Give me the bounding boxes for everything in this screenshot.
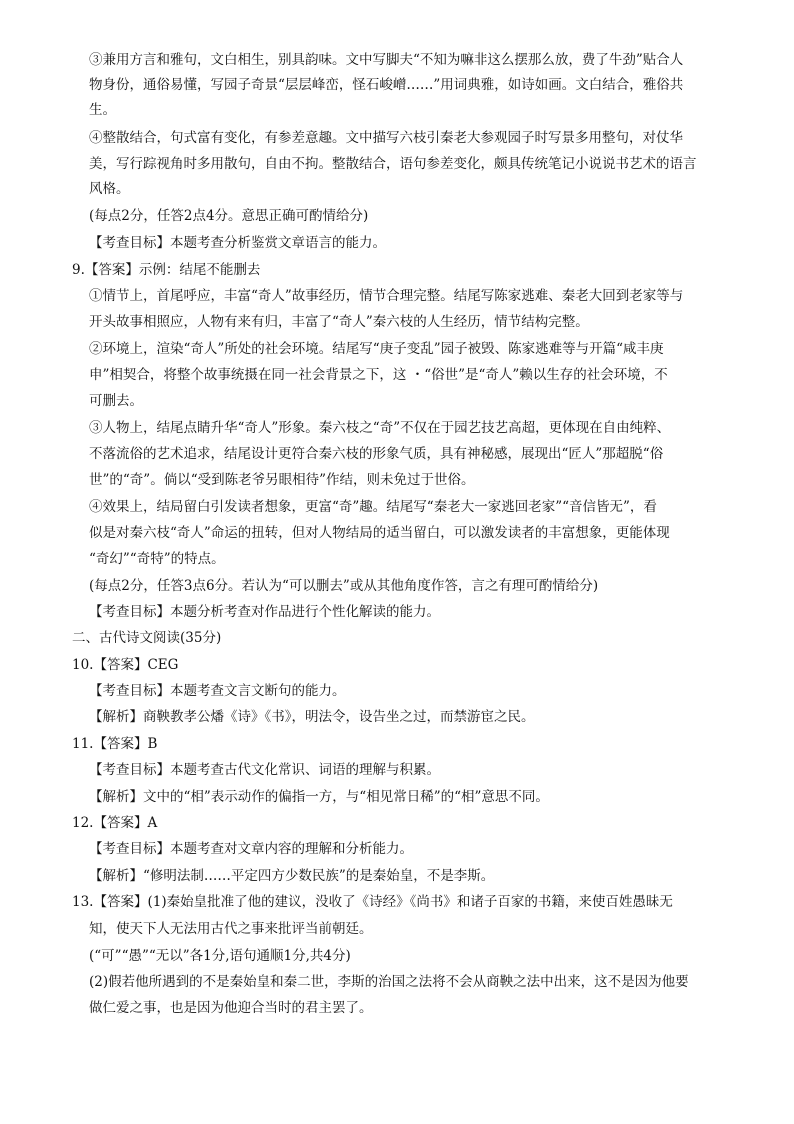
text-line: 【解析】商鞅教孝公燔《诗》《书》，明法令，设告坐之过，而禁游宦之民。 [89, 709, 535, 725]
text-line: 【考查目标】本题考查对文章内容的理解和分析能力。 [89, 841, 413, 857]
text-line: 【考查目标】本题分析考查对作品进行个性化解读的能力。 [89, 604, 440, 620]
text-line: ②环境上，渲染“奇人”所处的社会环境。结尾写“庚子变乱”园子被毁、陈家逃难等与开篇“咸丰庚 [89, 341, 664, 357]
text-line: 开头故事相照应，人物有来有归，丰富了“奇人”秦六枝的人生经历，情节结构完整。 [89, 314, 589, 330]
text-line: “奇幻”“奇特”的特点。 [89, 551, 225, 567]
text-line: (“可”“愚”“无以”各1分,语句通顺1分,共4分) [89, 948, 351, 964]
text-line: ③人物上，结尾点睛升华“奇人”形象。秦六枝之“奇”不仅在于园艺技艺高超，更体现在自由纯粹、 [89, 420, 671, 436]
text-line: 可删去。 [89, 393, 143, 409]
text-line: 做仁爱之事，也是因为他迎合当时的君主罢了。 [89, 1000, 373, 1016]
text-line: ①情节上，首尾呼应，丰富“奇人”故事经历，情节合理完整。结尾写陈家逃难、秦老大回到老家等与 [89, 288, 684, 304]
question-heading: 12.【答案】A [72, 815, 158, 831]
text-line: (2)假若他所遇到的不是秦始皇和秦二世，李斯的治国之法将不会从商鞅之法中出来，这不是因为他要 [89, 974, 689, 990]
question-heading: 9.【答案】示例：结尾不能删去 [72, 262, 261, 278]
text-line: ④效果上，结局留白引发读者想象，更富“奇”趣。结尾写“秦老大一家逃回老家”“音信皆无”，看 [89, 499, 657, 515]
text-line: 美，写行踪视角时多用散句，自由不拘。整散结合，语句参差变化，颇具传统笔记小说说书艺术的语言 [89, 156, 697, 172]
text-line: 【考查目标】本题考查文言文断句的能力。 [89, 683, 346, 699]
text-line: 申”相契合，将整个故事统摄在同一社会背景之下，这 ・“俗世”是“奇人”赖以生存的社会环境，不 [89, 367, 668, 383]
text-line: 【考查目标】本题考查分析鉴赏文章语言的能力。 [89, 235, 386, 251]
section-heading: 二、古代诗文阅读(35分) [72, 630, 222, 646]
question-heading: 10.【答案】CEG [72, 657, 179, 673]
text-line: 风格。 [89, 181, 130, 197]
text-line: 生。 [89, 102, 116, 118]
text-line: (每点2分，任答2点4分。意思正确可酌情给分) [89, 208, 369, 224]
text-line: ④整散结合，句式富有变化，有参差意趣。文中描写六枝引秦老大参观园子时写景多用整句，对仗华 [89, 130, 683, 146]
text-line: 【解析】文中的“相”表示动作的偏指一方，与“相见常日稀”的“相”意思不同。 [89, 789, 549, 805]
question-heading: 13.【答案】(1)秦始皇批准了他的建议，没收了《诗经》《尚书》和诸子百家的书籍，来使百姓愚昧无 [72, 894, 673, 910]
text-line: ③兼用方言和雅句，文白相生，别具韵味。文中写脚夫“不知为嘛非这么摆那么放，费了牛劲”贴合人 [89, 52, 684, 68]
text-line: 知，使天下人无法用古代之事来批评当前朝廷。 [89, 921, 373, 937]
text-line: 【考查目标】本题考查古代文化常识、词语的理解与积累。 [89, 762, 440, 778]
text-line: 物身份，通俗易懂，写园子奇景“层层峰峦，怪石峻嶒……”用词典雅，如诗如画。文白结合，雅俗共 [89, 77, 684, 93]
text-line: (每点2分，任答3点6分。若认为“可以删去”或从其他角度作答，言之有理可酌情给分) [89, 578, 599, 594]
text-line: 不落流俗的艺术追求，结尾设计更符合秦六枝的形象气质，具有神秘感，展现出“匠人”那超脱“俗 [89, 446, 664, 462]
text-line: 似是对秦六枝“奇人”命运的扭转，但对人物结局的适当留白，可以激发读者的丰富想象，更能体现 [89, 525, 670, 541]
text-line: 【解析】“修明法制……平定四方少数民族”的是秦始皇，不是李斯。 [89, 868, 495, 884]
question-heading: 11.【答案】B [72, 736, 158, 752]
text-line: 世”的“奇”。倘以“受到陈老爷另眼相待”作结，则未免过于世俗。 [89, 472, 475, 488]
